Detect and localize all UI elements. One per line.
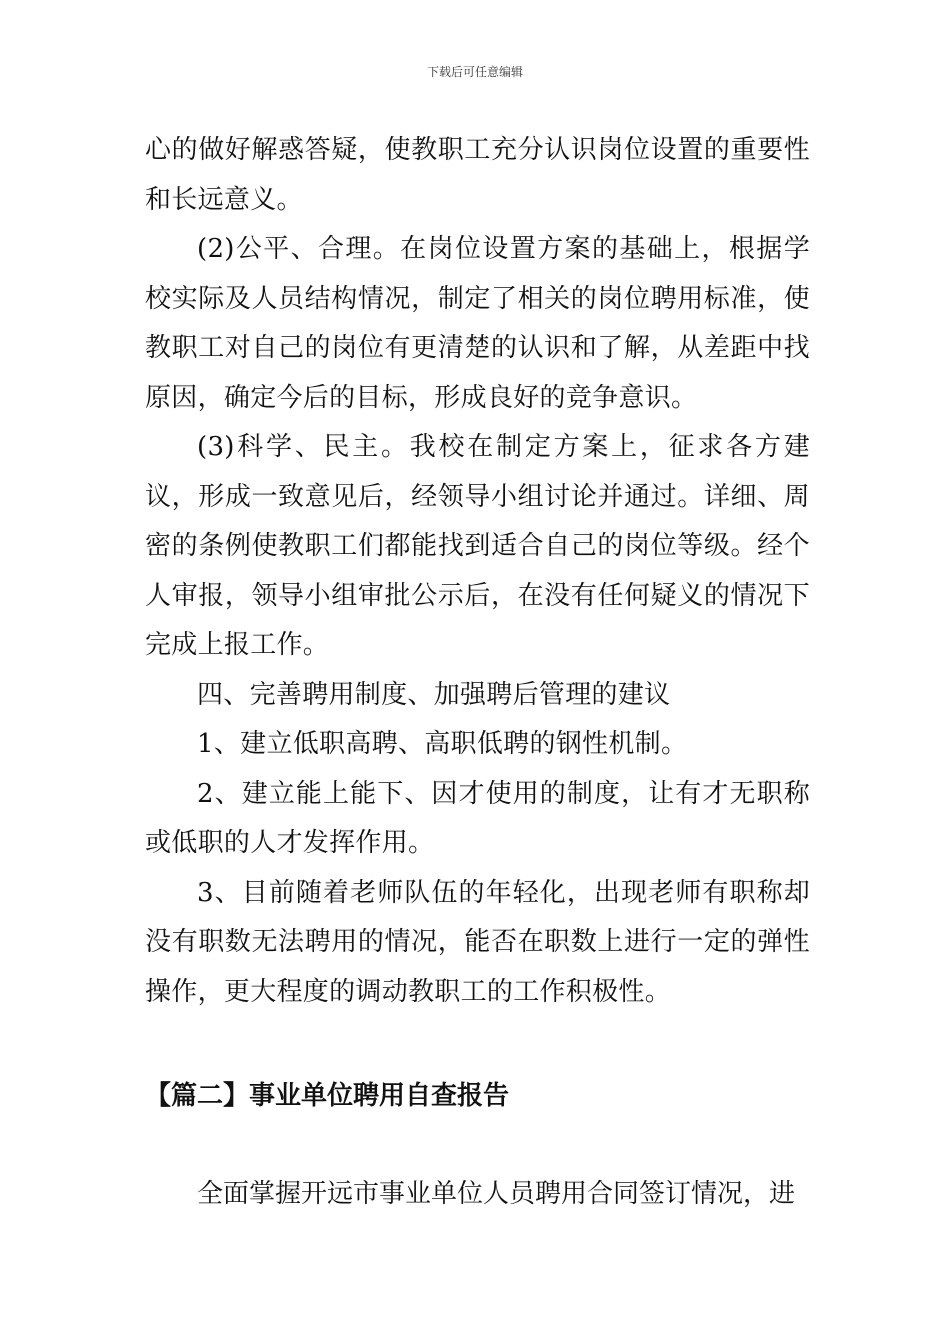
paragraph-science-democracy: (3)科学、民主。我校在制定方案上，征求各方建议，形成一致意见后，经领导小组讨论并通过。详细、周密的条例使教职工们都能找到适合自己的岗位等级。经个人审报，领导小组审批公示后，在没有任何疑义的情况下完成上报工作。: [145, 432, 810, 660]
paragraph-fair-reasonable: (2)公平、合理。在岗位设置方案的基础上，根据学校实际及人员结构情况，制定了相关的岗位聘用标准，使教职工对自己的岗位有更清楚的认识和了解，从差距中找原因，确定今后的目标，形成良好的竞争意识。: [145, 234, 810, 413]
document-body: [145, 126, 810, 1017]
page-header-note: 下载后可任意编辑: [426, 65, 523, 79]
section-two-first-paragraph: 全面掌握开远市事业单位人员聘用合同签订情况，进: [197, 1179, 796, 1209]
list-item-2: 2、建立能上能下、因才使用的制度，让有才无职称或低职的人才发挥作用。: [145, 778, 810, 858]
list-item-3: 3、目前随着老师队伍的年轻化，出现老师有职称却没有职数无法聘用的情况，能否在职数上进行一定的弹性操作，更大程度的调动教职工的工作积极性。: [145, 877, 810, 1007]
subheading-suggestions: 四、完善聘用制度、加强聘后管理的建议: [197, 679, 671, 710]
section-two-heading: 【篇二】事业单位聘用自查报告: [145, 1081, 510, 1111]
paragraph-continuation: 心的做好解惑答疑，使教职工充分认识岗位设置的重要性和长远意义。: [145, 135, 810, 215]
list-item-1: 1、建立低职高聘、高职低聘的钢性机制。: [197, 729, 688, 759]
